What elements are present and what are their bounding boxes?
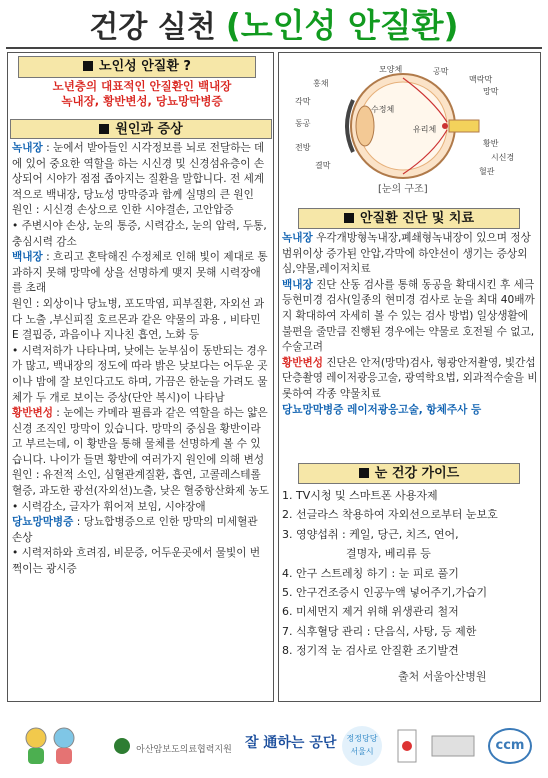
guide-item: 5. 안구건조증시 인공누액 넣어주기,가습기 [282, 586, 488, 600]
diabetic-paragraph [12, 515, 270, 546]
guide-item: 1. TV시청 및 스마트폰 사용자제 [282, 489, 438, 502]
label-anterior: 전방 [295, 143, 311, 152]
eye-structure-figure [283, 60, 535, 198]
optic-nerve [449, 120, 479, 132]
guide-heading [298, 463, 520, 484]
diag-cataract-keyword: 백내장 [282, 278, 313, 291]
label-vitreous: 유리체 [413, 125, 437, 134]
title-sub: (노인성 안질환) [225, 6, 459, 45]
nhis-logo: 잘 通하는 공단 [245, 735, 337, 751]
cataract-keyword: 백내장 [12, 251, 43, 264]
diag-macular-keyword: 황반변성 [282, 356, 323, 369]
diag-cataract [282, 278, 538, 356]
guide-item: 7. 식후혈당 관리 : 단음식, 사탕, 등 제한 [282, 624, 477, 638]
question-line-2: 녹내장, 황반변성, 당뇨망막병증 [61, 94, 223, 108]
hospital-emblem-icon [112, 736, 132, 756]
page-title [0, 0, 548, 48]
cataract-cause: 원인 : 외상이나 당뇨병, 포도막염, 피부질환, 자외선 과다 노출 ,부신피질 호르몬과 같은 약물의 과용 , 비타민 E 결핍증, 과음이나 지나친 흡연, 노화 등 [12, 297, 265, 342]
question-heading [18, 56, 256, 78]
label-vessel: 혈관 [479, 167, 495, 176]
guide-item: 6. 미세먼지 제거 위해 위생관리 철저 [282, 605, 459, 619]
square-bullet-icon [344, 213, 354, 223]
diag-glaucoma-keyword: 녹내장 [282, 232, 313, 244]
glaucoma-cause: 원인 : 시신경 손상으로 인한 시야결손, 고안압증 [12, 204, 234, 217]
label-macula: 황반 [483, 139, 499, 148]
source-credit: 출처 서울아산병원 [398, 670, 487, 683]
diagnosis-body [282, 231, 538, 418]
question-line-1: 노년층의 대표적인 안질환인 백내장 [52, 79, 232, 93]
label-retina: 망막 [483, 87, 499, 96]
macular-desc: : 눈에는 카메라 필름과 같은 역할을 하는 얇은 신경 조직인 망막이 있습니다. 망막의 중심을 황반이라고 부르는데, 이 황반을 통해 물체를 선명하게 볼 수 있습니다. 나이가 들면 황반에 여러가지 원인에 의해 변성 [12, 407, 268, 466]
diag-macular [282, 356, 538, 403]
glaucoma-paragraph [12, 141, 270, 203]
causes-heading [10, 119, 272, 139]
diag-macular-text: 진단은 안저(망막)검사, 형광안저촬영, 빛간섭단층촬영 레이저광응고술, 광역학요법, 외과적수술을 비롯하여 각종 약물치료 [282, 356, 538, 400]
diagnosis-heading [298, 208, 520, 229]
eye-diagram [283, 60, 535, 198]
square-bullet-icon [83, 61, 93, 71]
eye-figure-caption: [눈의 구조] [378, 184, 428, 195]
building-logo [430, 730, 476, 760]
title-divider [6, 47, 542, 49]
label-lens: 수정체 [371, 105, 395, 114]
title-main: 건강 실천 [89, 10, 216, 45]
label-optic-nerve: 시신경 [491, 153, 515, 162]
label-ciliary: 모양체 [379, 65, 403, 74]
diagnosis-heading-label: 안질환 진단 및 치료 [359, 211, 475, 226]
macula [442, 123, 448, 129]
square-bullet-icon [359, 468, 369, 478]
glaucoma-keyword: 녹내장 [12, 142, 43, 154]
cataract-paragraph [12, 250, 270, 297]
diabetic-symptom: • 시력저하와 흐려짐, 비문증, 어두운곳에서 물빛이 번쩍이는 광시증 [12, 547, 261, 576]
label-iris: 홍채 [313, 79, 329, 88]
asan-logo-text: 아산암보도의료협력지원 [136, 745, 232, 755]
glaucoma-symptom: • 주변시야 손상, 눈의 통증, 시력감소, 눈의 압력, 두통, 충심시력 감소 [12, 219, 267, 248]
label-conjunctiva: 결막 [315, 161, 331, 170]
macular-symptom: • 시력감소, 글자가 휘어져 보임, 시야장애 [12, 500, 206, 513]
guide-heading-label: 눈 건강 가이드 [374, 466, 460, 481]
square-bullet-icon [99, 124, 109, 134]
diag-glaucoma-text: 우각개방형녹내장,폐쇄형녹내장이 있으며 정상범위이상 증가된 안압,각막에 하얀선이 생기는 증상외심,약물,레이저치료 [282, 232, 531, 276]
label-choroid: 맥락막 [469, 75, 493, 84]
diabetic-desc: : 당뇨합병증으로 인한 망막의 미세혈관 손상 [12, 516, 258, 544]
cataract-desc: : 흐리고 혼탁해진 수정체로 인해 빛이 제대로 통과하지 못해 망막에 상을 선명하게 맺지 못해 시력장애를 초래 [12, 251, 268, 295]
diag-glaucoma [282, 231, 538, 278]
guide-item: 3. 영양섭취 : 케일, 당근, 치즈, 연어, [282, 527, 459, 541]
causes-body [12, 141, 270, 578]
seoul-logo: 정정당당 서울시 [342, 726, 382, 766]
guide-item: 4. 안구 스트레칭 하기 : 눈 피로 풀기 [282, 566, 459, 580]
label-sclera: 공막 [433, 67, 449, 76]
guide-item: 2. 선글라스 착용하여 자외선으로부터 눈보호 [282, 508, 498, 522]
glaucoma-desc: : 눈에서 받아들인 시각정보를 뇌로 전달하는 데에 있어 중요한 역할을 하는 시신경 및 신경섬유층이 손상되어 시야가 점점 좁아지는 질환을 말합니다. 전 세계적으로 백내장, 당뇨성 망막증과 함께 실명의 큰 원인 [12, 142, 265, 201]
ccm-logo: ccm [488, 728, 532, 764]
diag-diabetic: 당뇨망막병증 레이저광응고술, 항체주사 등 [282, 403, 482, 416]
macular-keyword: 황반변성 [12, 407, 53, 420]
guide-item: 결명자, 베리류 등 [346, 547, 431, 561]
diabetic-keyword: 당뇨망막병증 [12, 516, 74, 529]
mascot-logo [22, 722, 82, 766]
cataract-symptom: • 시력저하가 나타나며, 낮에는 눈부심이 동반되는 경우가 많고, 백내장의 정도에 따라 밝은 낮보다는 어두운 곳이나 밤에 잘 보인다고도 하며, 가끔은 한눈을 가려도 물체가 두 개로 보이는 증상(단안 복시)이 나타남 [12, 344, 268, 404]
label-cornea: 각막 [295, 97, 311, 106]
diag-cataract-text: 진단 산동 검사를 통해 동공을 확대시킨 후 세극등현미경 검사(일종의 현미경 검사로 눈을 최대 40배까지 확대하여 자세히 볼 수 있는 검사 방법) 일상생활에 불편을 줄만큼 진행된 경우에는 약물로 호전될 수 없고, 수술고려 [282, 278, 535, 354]
flag-icon [396, 728, 418, 764]
guide-item: 8. 정기적 눈 검사로 안질환 조기발견 [282, 644, 459, 658]
macular-paragraph [12, 406, 270, 468]
footer-logos [0, 714, 548, 778]
causes-heading-label: 원인과 증상 [115, 122, 183, 137]
macular-cause: 원인 : 유전적 소인, 심혈관계질환, 흡연, 고콜레스테롤혈증, 과도한 광선(자외선)노출, 낮은 혈중항산화제 농도 [12, 469, 269, 498]
guide-list [282, 486, 538, 661]
question-heading-label: 노인성 안질환 ? [99, 59, 191, 74]
label-pupil: 동공 [295, 119, 311, 128]
question-answer [14, 79, 270, 109]
